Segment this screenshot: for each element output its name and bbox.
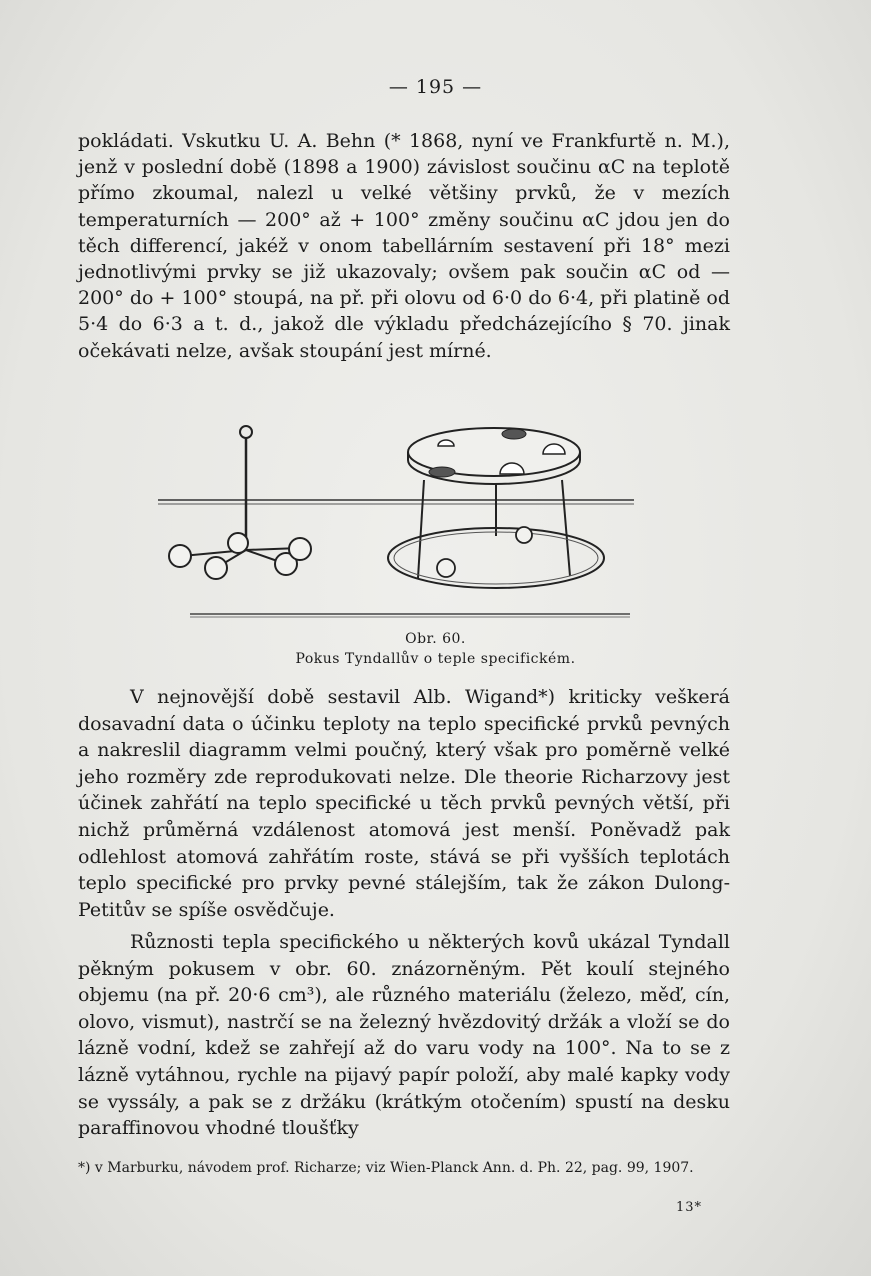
figure-caption: Pokus Tyndallův o teple specifickém. — [295, 651, 576, 667]
ball-hole — [429, 467, 455, 477]
metal-ball — [228, 533, 248, 553]
fallen-ball — [516, 527, 532, 543]
signature-mark: 13* — [676, 1200, 703, 1215]
holder-hook — [240, 426, 252, 438]
paragraph-3-text: Různosti tepla specifického u některých kovů ukázal Tyndall pěkným pokusem v obr. 60. znázorněným. Pět koulí stejného objemu (na př. 20·6 cm³), ale různého materiálu (železo, měď, cín, olovo, vismut), nastrčí se na železný hvězdovitý držák a vloží se do lázně vodní, kdež se zahřejí až do varu vody na 100°. Na to se z lázně vytáhnou, rychle na pijavý papír položí, aby malé kapky vody se vyssály, a pak se z držáku (krátkým otočením) spustí na desku paraffinovou vhodné tloušťky — [78, 931, 730, 1140]
stand-leg — [562, 480, 570, 576]
paragraph-3 — [78, 929, 730, 1142]
metal-ball — [169, 545, 191, 567]
figure-tyndall-experiment — [150, 418, 640, 628]
page-number: — 195 — — [388, 76, 483, 98]
paragraph-1: pokládati. Vskutku U. A. Behn (* 1868, nyní ve Frankfurtě n. M.), jenž v poslední době (1898 a 1900) závislost součinu αC na teplotě přímo zkoumal, nalezl u velké většiny prvků, že v mezích temperaturních — 200° až + 100° změny součinu αC jdou jen do těch differencí, jakéž v onom tabellárním sestavení při 18° mezi jednotlivými prvky se již ukazovaly; ovšem pak součin αC od — 200° do + 100° stoupá, na př. při olovu od 6·0 do 6·4, při platině od 5·4 do 6·3 a t. d., jakož dle výkladu předcházejícího § 70. jinak očekávati nelze, avšak stoupání jest mírné. — [78, 130, 730, 362]
paragraph-2 — [78, 684, 730, 923]
stand-leg — [418, 480, 424, 578]
fallen-ball — [437, 559, 455, 577]
ball-hole — [502, 429, 526, 439]
lower-tray — [388, 528, 604, 588]
paragraph-2-text: V nejnovější době sestavil Alb. Wigand*) kriticky veškerá dosavadní data o účinku teploty na teplo specifické prvků pevných a nakreslil diagramm velmi poučný, který však pro poměrně velké jeho rozměry zde reprodukovati nelze. Dle theorie Richarzovy jest účinek zahřátí na teplo specifické u těch prvků pevných větší, při nichž průměrná vzdálenost atomová jest menší. Poněvadž pak odlehlost atomová zahřátím roste, stává se při vyšších teplotách teplo specifické pro prvky pevné stálejším, tak že zákon Dulong-Petitův se spíše osvědčuje. — [78, 686, 730, 921]
figure-number: Obr. 60. — [405, 631, 466, 647]
ball-hole — [438, 440, 454, 446]
footnote: *) v Marburku, návodem prof. Richarze; viz Wien-Planck Ann. d. Ph. 22, pag. 99, 1907. — [78, 1160, 694, 1176]
lower-tray-inner — [394, 532, 598, 584]
metal-ball — [289, 538, 311, 560]
metal-ball — [205, 557, 227, 579]
